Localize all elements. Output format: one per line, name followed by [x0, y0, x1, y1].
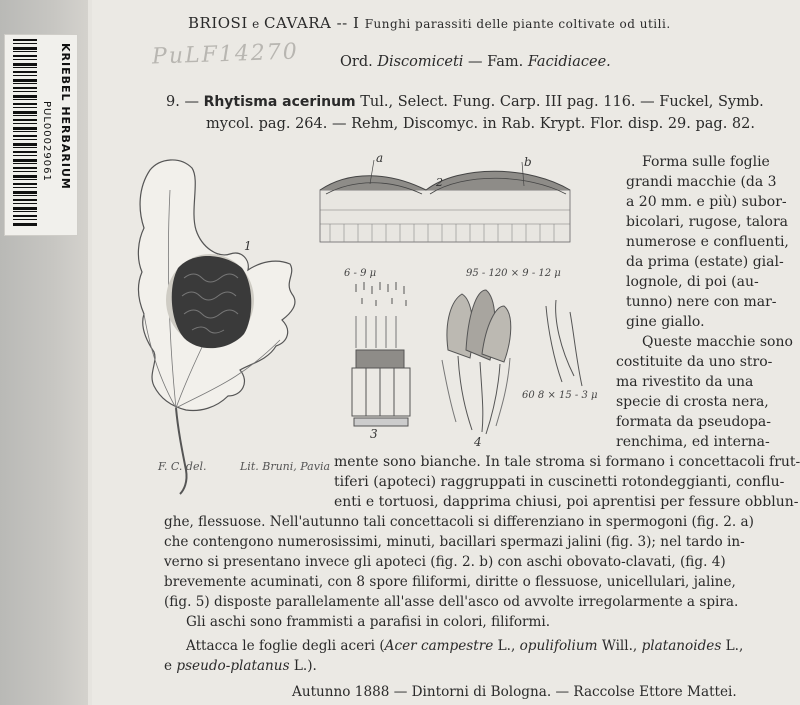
illustrator-credit: F. C. del.: [158, 460, 207, 473]
description-line: tunno) nere con mar-: [626, 294, 777, 310]
description-line: enti e tortuosi, dapprima chiusi, poi aprentisi per fessure obblun-: [334, 494, 799, 510]
taxonomic-order: Ord. Discomiceti — Fam. Facidiacee.: [340, 54, 611, 70]
pencil-annotation: PuLF14270: [151, 39, 300, 70]
figure-label-b: b: [524, 155, 532, 169]
scale-fig-5: 60 8 × 15 - 3 μ: [522, 390, 598, 401]
description-line: da prima (estate) gial-: [626, 254, 784, 270]
description-line: lognole, di poi (au-: [626, 274, 759, 290]
herbarium-name: KRIEBEL HERBARIUM: [59, 43, 72, 190]
barcode: [13, 39, 37, 227]
figure-label-4: 4: [474, 435, 482, 449]
figure-label-2: 2: [436, 176, 443, 189]
lithographer-credit: Lit. Bruni, Pavia: [240, 460, 331, 473]
description-line: bicolari, rugose, talora: [626, 214, 788, 230]
description-line: verno si presentano invece gli apoteci (fig. 2. b) con aschi obovato-clavati, (fig. 4): [164, 554, 726, 570]
spores-drawing: [546, 300, 582, 386]
specimen-code: PUL00029061: [41, 101, 52, 182]
series-header: BRIOSI e CAVARA -- I Funghi parassiti delle piante coltivate od utili.: [188, 14, 671, 32]
description-line: Forma sulle foglie: [642, 154, 770, 170]
description-line: grandi macchie (da 3: [626, 174, 777, 190]
botanical-illustration: [130, 150, 620, 500]
description-line: brevemente acuminati, con 8 spore filiformi, diritte o flessuose, unicellulari, jaline,: [164, 574, 736, 590]
description-line: che contengono numerosissimi, minuti, bacillari spermazi jalini (fig. 3); nel tardo in-: [164, 534, 745, 550]
description-line: costituite da uno stro-: [616, 354, 773, 370]
host-line-1: Attacca le foglie degli aceri (Acer campestre L., opulifolium Will., platanoides L.,: [186, 638, 744, 654]
description-line: renchima, ed interna-: [616, 434, 770, 450]
description-line: ghe, flessuose. Nell'autunno tali concettacoli si differenziano in spermogoni (fig. 2. a): [164, 514, 754, 530]
description-line: Queste macchie sono: [642, 334, 793, 350]
species-name: Rhytisma acerinum: [203, 94, 356, 110]
species-citation: mycol. pag. 264. — Rehm, Discomyc. in Rab. Krypt. Flor. disp. 29. pag. 82.: [206, 116, 755, 132]
description-line: formata da pseudopa-: [616, 414, 771, 430]
description-line: numerose e confluenti,: [626, 234, 789, 250]
spermatia-drawing: [352, 282, 410, 426]
host-line-2: e pseudo-platanus L.).: [164, 658, 317, 674]
description-line: gine giallo.: [626, 314, 705, 330]
scale-fig-3: 6 - 9 μ: [344, 268, 377, 279]
description-line: a 20 mm. e più) subor-: [626, 194, 787, 210]
collection-locality: Autunno 1888 — Dintorni di Bologna. — Raccolse Ettore Mattei.: [292, 684, 737, 700]
herbarium-label-card: [4, 34, 78, 236]
description-line: ma rivestito da una: [616, 374, 754, 390]
scale-fig-4: 95 - 120 × 9 - 12 μ: [466, 268, 561, 279]
figure-label-3: 3: [370, 427, 378, 441]
asci-drawing: [442, 290, 511, 434]
figure-label-a: a: [376, 151, 384, 165]
description-line: mente sono bianche. In tale stroma si formano i concettacoli frut-: [334, 454, 800, 470]
description-line: (fig. 5) disposte parallelamente all'asse dell'asco od avvolte irregolarmente a spira.: [164, 594, 739, 610]
description-line: tiferi (apoteci) raggruppati in cuscinetti rotondeggianti, conflu-: [334, 474, 785, 490]
description-line: specie di crosta nera,: [616, 394, 769, 410]
description-line: Gli aschi sono frammisti a parafisi in colori, filiformi.: [186, 614, 551, 630]
stroma-cross-section: [320, 160, 570, 242]
species-entry: 9. — Rhytisma acerinum Tul., Select. Fung. Carp. III pag. 116. — Fuckel, Symb.: [166, 94, 764, 110]
figure-label-1: 1: [244, 239, 252, 253]
